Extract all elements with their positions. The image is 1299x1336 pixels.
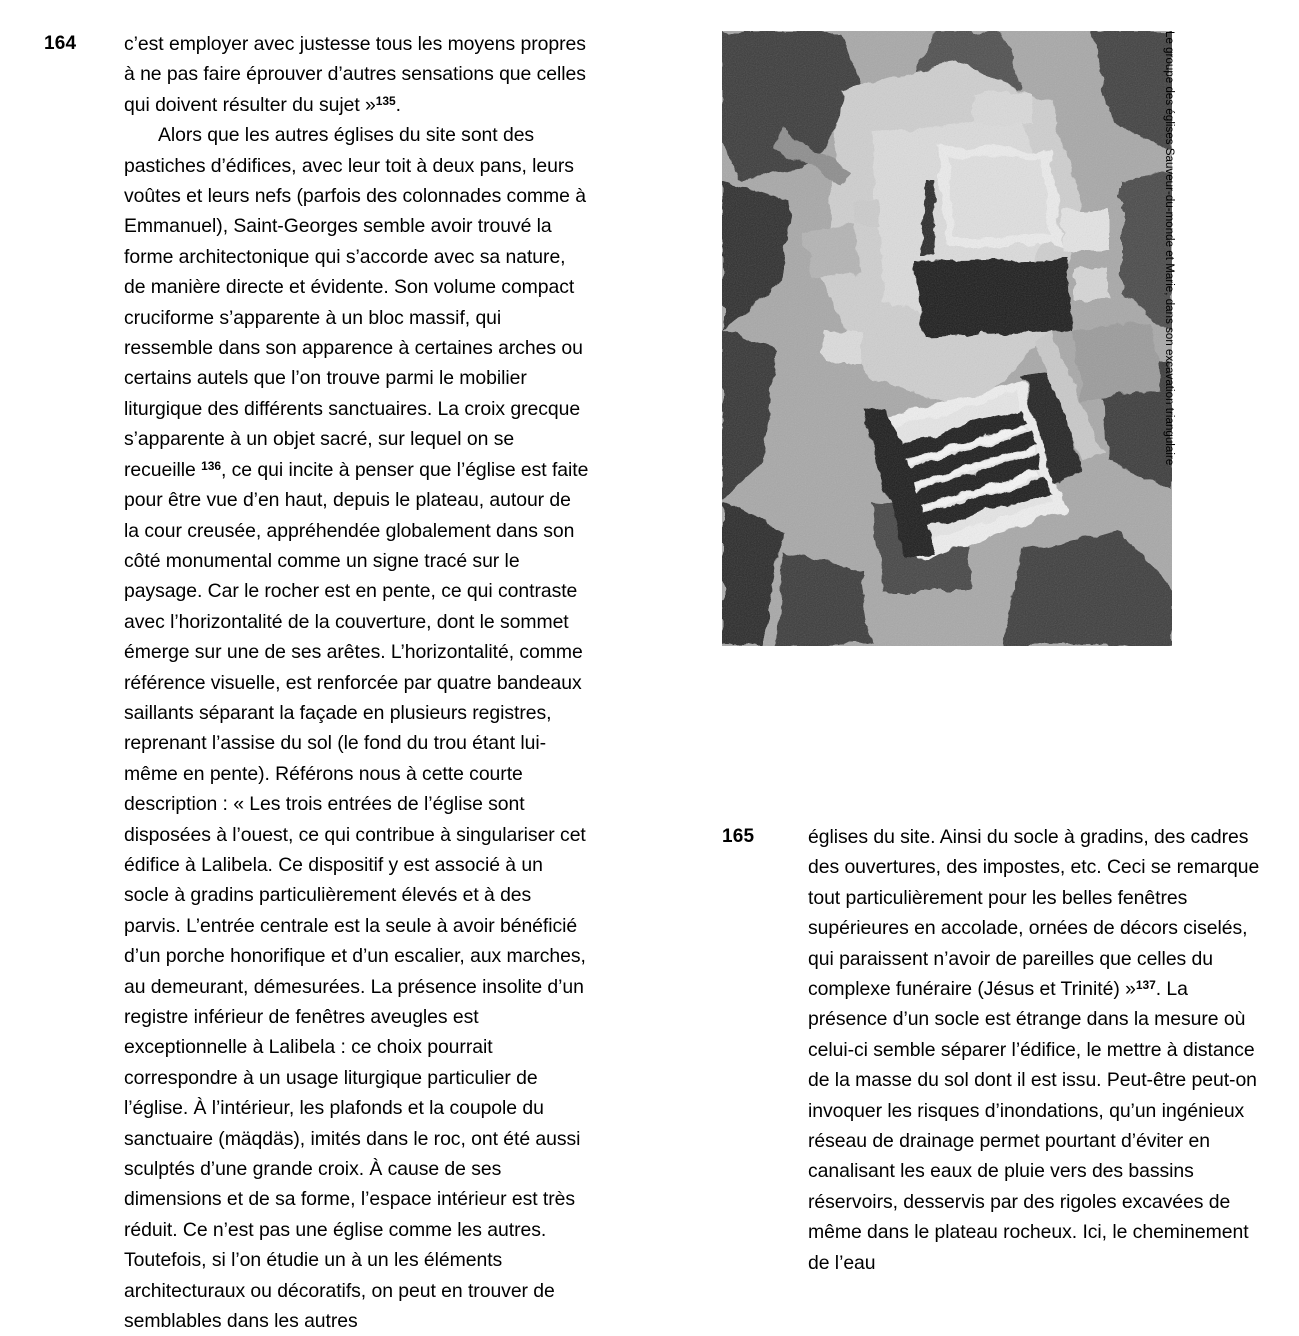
paragraph-3-text-b: . La présence d’un socle est étrange dans la mesure où celui-ci semble séparer l’édifice, le mettre à distance de la masse du sol dont il est issu. Peut-être peut-on invoquer les risques d’inondations, qu’un ingénieux réseau de drainage permet pourtant d’éviter en canalisant les eaux de pluie vers des bassins réservoirs, desservis par des rigoles excavées de même dans le plateau rocheux. Ici, le cheminement de l’eau [808,978,1257,1274]
paragraph-3-text-a: églises du site. Ainsi du socle à gradins, des cadres des ouvertures, des impostes, etc. Ceci se remarque tout particulièrement pour les belles fenêtres supérieures en accolade, ornées de décors ciselés, qui paraissent n’avoir de pareilles que celles du complexe funéraire (Jésus et Trinité) » [808,826,1260,1001]
paragraph-1-text: c’est employer avec justesse tous les moyens propres à ne pas faire éprouver d’autres sensations que celles qui doivent résulter du sujet » [124,33,586,116]
left-page-body [124,29,590,1336]
footnote-ref-135: 135 [375,93,396,108]
paragraph-3 [808,822,1260,1278]
footnote-ref-137: 137 [1135,977,1156,992]
paragraph-2-text-a: Alors que les autres églises du site sont des pastiches d’édifices, avec leur toit à deux pans, leurs voûtes et leurs nefs (parfois des colonnades comme à Emmanuel), Saint-Georges semble avoir trouvé la forme architectonique qui s’accorde avec sa nature, de manière directe et évidente. Son volume compact cruciforme s’apparente à un bloc massif, qui ressemble dans son apparence à certaines arches ou certains autels que l’on trouve parmi le mobilier liturgique des différents sanctuaires. La croix grecque s’apparente à un objet sacré, sur lequel on se recueille [124,124,586,481]
footnote-ref-136: 136 [201,458,221,473]
paragraph-1: c’est employer avec justesse tous les moyens propres à ne pas faire éprouver d’autres sensations que celles qui doivent résulter du sujet »$^{135}$. [124,33,586,116]
left-page-column [0,0,620,1333]
page-number-left: 164 [44,33,77,54]
paragraph-2 [124,120,590,1336]
right-page-body [808,822,1260,1278]
right-page-column [620,0,1299,1274]
paragraph-2-text-b: , ce qui incite à penser que l’église est faite pour être vue d’en haut, depuis le plateau, autour de la cour creusée, appréhendée globalement dans son côté monumental comme un signe tracé sur le paysage. Car le rocher est en pente, ce qui contraste avec l’horizontalité de la couverture, dont le sommet émerge sur une de ses arêtes. L’horizontalité, comme référence visuelle, est renforcée par quatre bandeaux saillants séparant la façade en plusieurs registres, reprenant l’assise du sol (le fond du trou étant lui-même en pente). Référons nous à cette courte description : « Les trois entrées de l’église sont disposées à l’ouest, ce qui contribue à singulariser cet édifice à Lalibela. Ce dispositif y est associé à un socle à gradins particulièrement élevés et à des parvis. L’entrée centrale est la seule à avoir bénéficié d’un porche honorifique et d’un escalier, aux marches, au demeurant, démesurées. La présence insolite d’un registre inférieur de fenêtres aveugles est exceptionnelle à Lalibela : ce choix pourrait correspondre à un usage liturgique particulier de l’église. À l’intérieur, les plafonds et la coupole du sanctuaire (mäqdäs), imités dans le roc, ont été aussi sculptés d’une grande croix. À cause de ses dimensions et de sa forme, l’espace intérieur est très réduit. Ce n’est pas une église comme les autres. Toutefois, si l’on étudie un à un les éléments architecturaux ou décoratifs, on peut en trouver de semblables dans les autres [124,458,589,1333]
figure-caption: Le groupe des églises Sauveur-du-monde et Marie, dans son excavation triangulaire [1163,31,1175,466]
page-number-right: 165 [722,826,755,847]
